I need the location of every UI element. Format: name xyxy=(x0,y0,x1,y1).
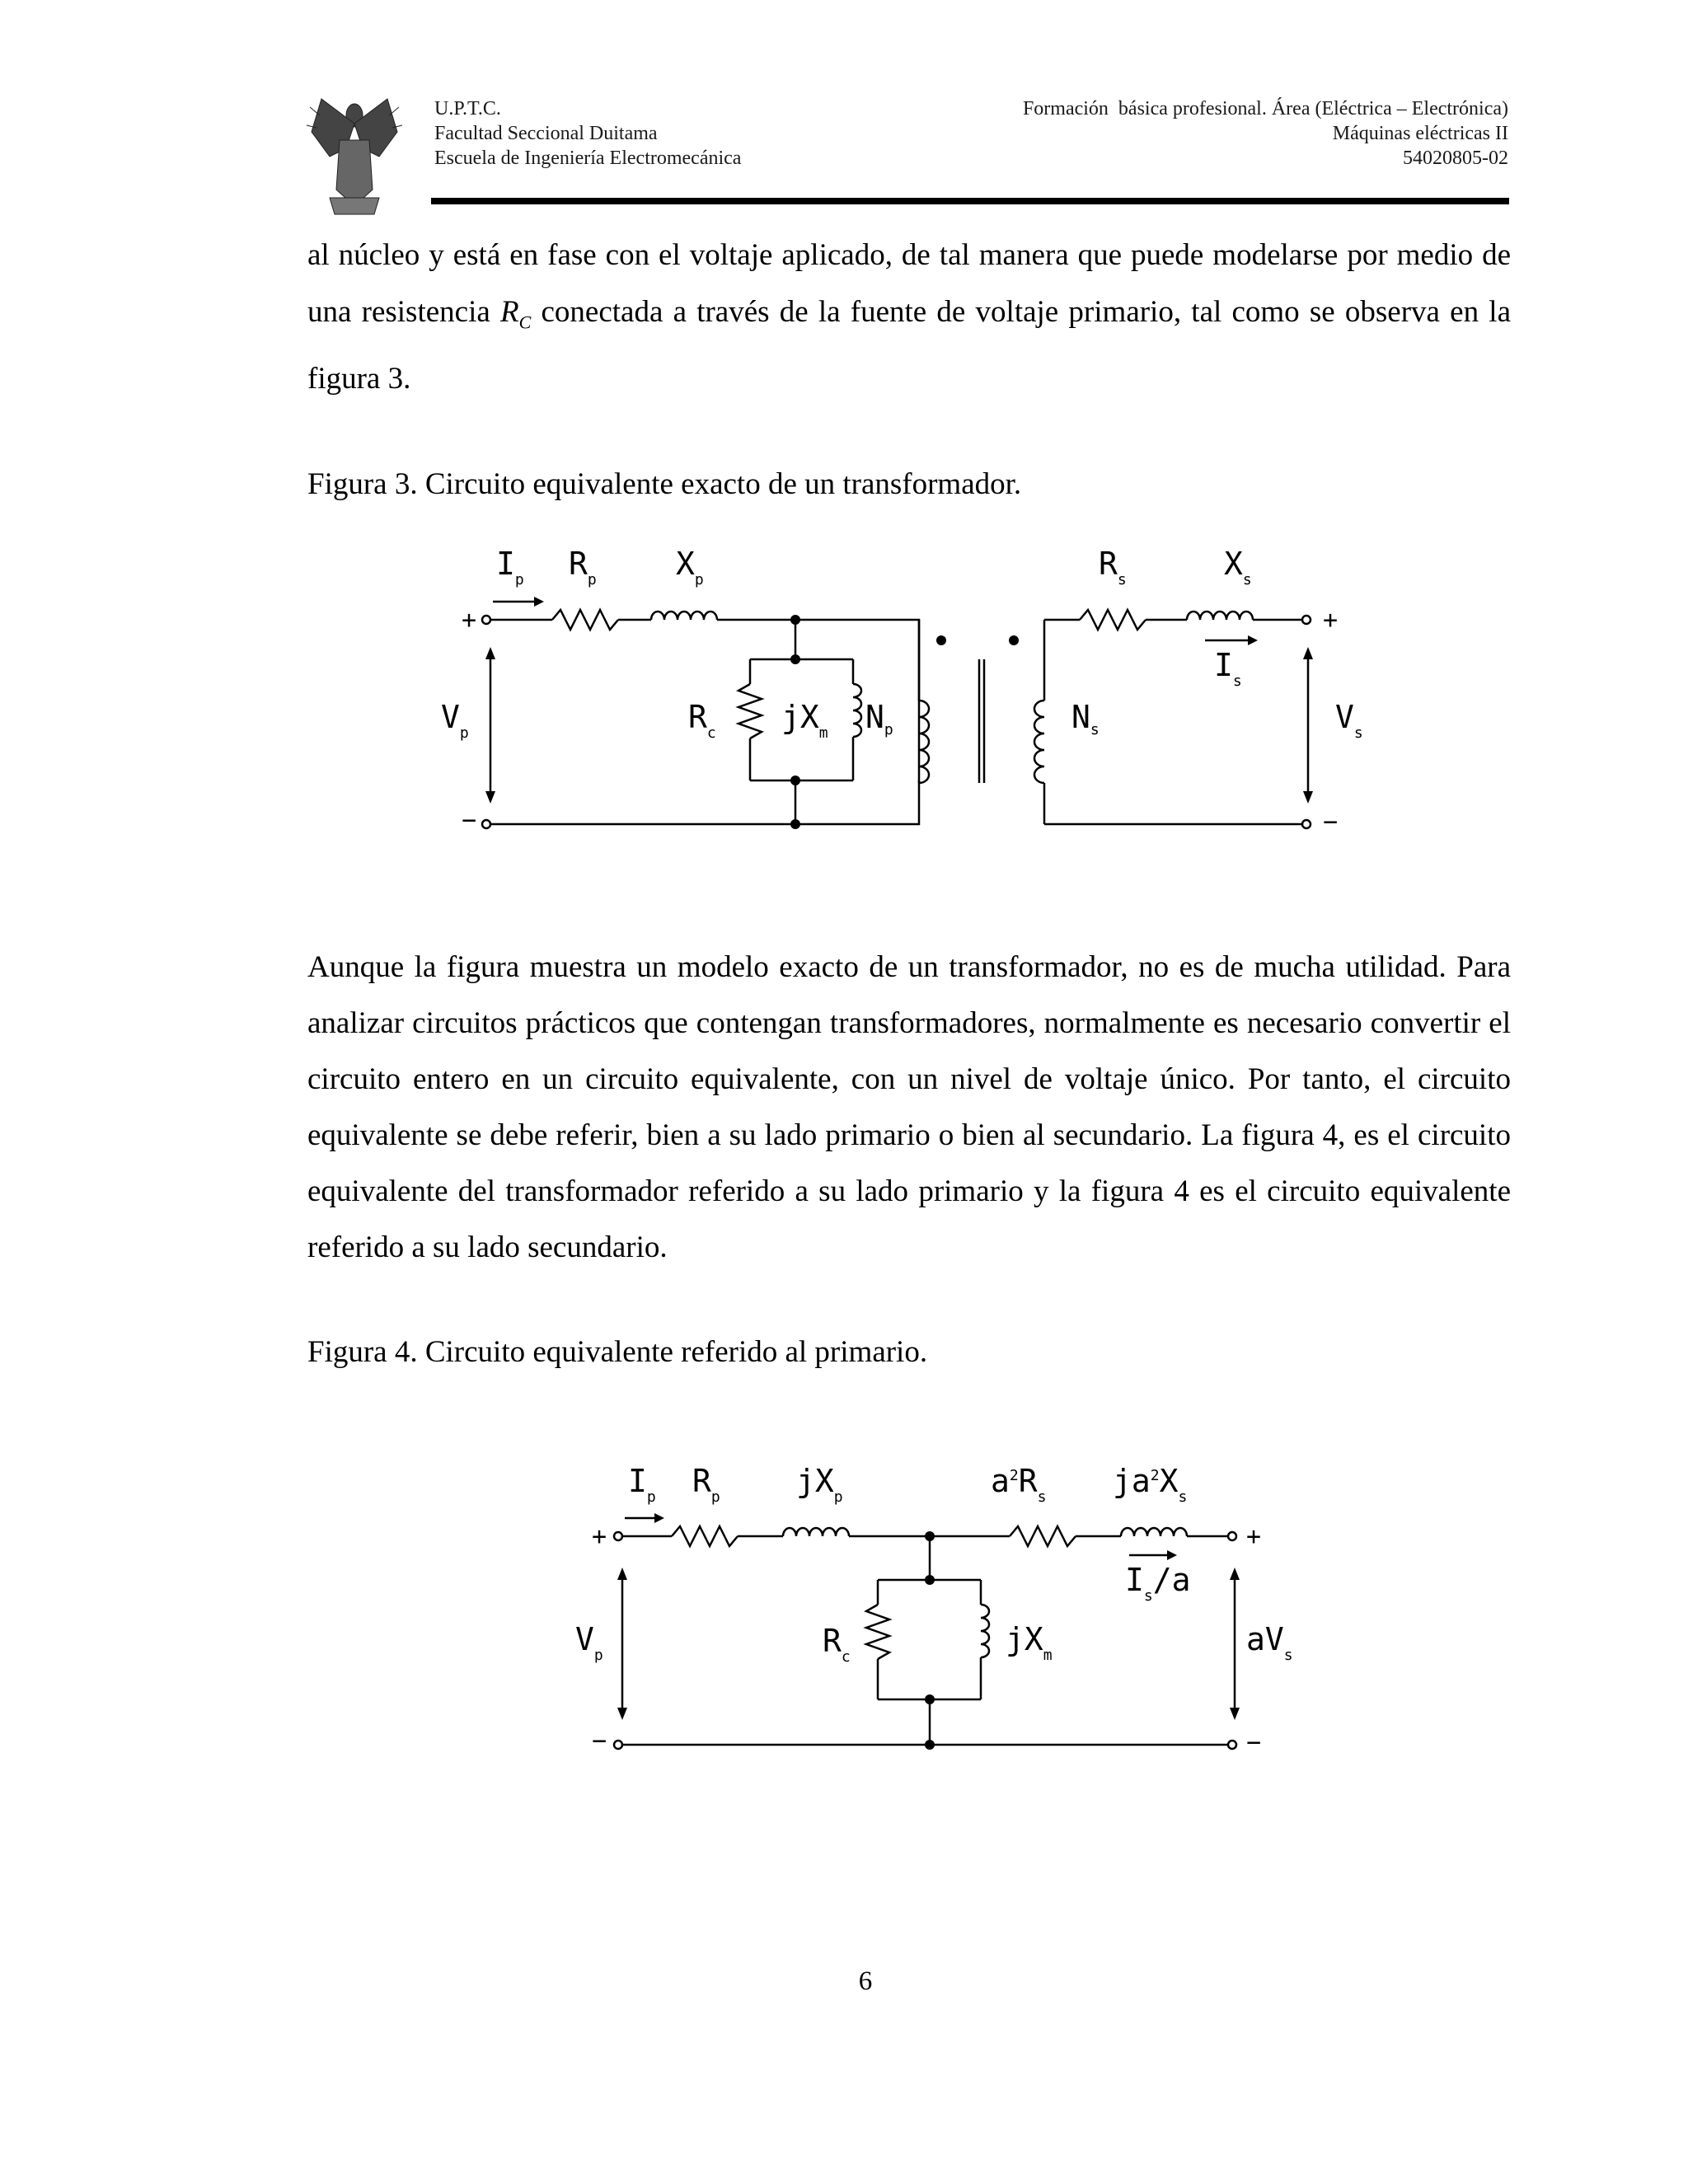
fig3-inductor-xs xyxy=(1187,612,1253,620)
rc-main: R xyxy=(499,295,519,329)
fig4-terminal-bottom-right xyxy=(1228,1741,1236,1749)
fig3-terminal-top-right xyxy=(1302,616,1311,624)
figure3-caption: Figura 3. Circuito equivalente exacto de un transformador. xyxy=(307,467,1022,501)
header-right-line-1: Formación básica profesional. Área (Eléctrica – Electrónica) xyxy=(1022,98,1508,120)
header-left-line-3: Escuela de Ingeniería Electromecánica xyxy=(434,148,742,169)
fig3-label-vp: $V_p$ xyxy=(441,699,469,742)
fig4-label-ip: $I_p$ xyxy=(628,1463,656,1506)
fig3-terminal-bottom-right xyxy=(1302,820,1311,828)
fig4-label-vp: $V_p$ xyxy=(575,1621,603,1664)
fig3-minus-left: − xyxy=(462,806,477,835)
fig4-label-jxp: $jX_p$ xyxy=(796,1463,843,1506)
fig3-label-np: $N_p$ xyxy=(865,699,893,738)
figure4-referred-primary-circuit xyxy=(569,1444,1294,1774)
fig3-label-rp: $R_p$ xyxy=(569,546,597,588)
fig3-label-xs: $X_s$ xyxy=(1224,546,1252,588)
rc-symbol xyxy=(499,295,532,333)
fig4-inductor-jxm xyxy=(981,1605,989,1657)
fig3-minus-right: − xyxy=(1323,808,1339,837)
fig4-resistor-rp xyxy=(672,1526,738,1546)
university-crest-logo xyxy=(305,82,404,223)
page-number: 6 xyxy=(858,1966,873,1996)
header-left-line-2: Facultad Seccional Duitama xyxy=(434,123,658,144)
fig4-terminal-top-right xyxy=(1228,1532,1236,1540)
fig3-terminal-bottom-left xyxy=(482,820,490,828)
fig4-inductor-jxp xyxy=(783,1528,849,1536)
header-left-line-1: U.P.T.C. xyxy=(434,98,501,120)
fig3-plus-right: + xyxy=(1323,606,1339,635)
fig3-resistor-rs xyxy=(1080,610,1146,630)
fig3-secondary-coil xyxy=(1034,701,1044,783)
fig4-label-avs: $aV_s$ xyxy=(1246,1621,1293,1664)
header-course-info xyxy=(907,96,1508,171)
fig3-primary-coil xyxy=(919,701,929,783)
fig3-resistor-rp xyxy=(552,610,618,630)
fig4-plus-right: + xyxy=(1246,1522,1262,1551)
fig4-label-jxm: $jX_m$ xyxy=(1006,1621,1053,1664)
fig3-label-vs: $V_s$ xyxy=(1335,699,1363,742)
fig3-label-rs: $R_s$ xyxy=(1099,546,1127,588)
fig3-label-ip: $I_p$ xyxy=(496,546,524,588)
fig3-dot-primary xyxy=(936,635,946,645)
fig3-label-is: $I_s$ xyxy=(1214,647,1242,690)
fig3-core-lines xyxy=(979,659,984,783)
fig3-label-jxm: $jX_m$ xyxy=(781,699,828,742)
rc-sub: C xyxy=(518,312,532,333)
fig3-bottom-wire-left xyxy=(486,780,919,824)
para1-text-start: al núcleo y está en fase con el voltaje aplicado, de tal manera que puede modelarse por medio de una resistencia xyxy=(307,238,1511,329)
figure4-caption: Figura 4. Circuito equivalente referido al primario. xyxy=(307,1335,928,1369)
fig4-label-ja2xs: $ja^2X_s$ xyxy=(1113,1463,1188,1506)
fig4-label-rp: $R_p$ xyxy=(692,1463,720,1506)
fig3-inductor-jxm xyxy=(853,684,861,737)
fig4-resistor-rc xyxy=(866,1605,889,1659)
fig4-terminal-top-left xyxy=(614,1532,622,1540)
fig4-label-is-a: $I_s/a$ xyxy=(1125,1562,1191,1605)
fig3-label-ns: $N_s$ xyxy=(1071,699,1100,738)
fig3-terminal-top-left xyxy=(482,616,490,624)
paragraph-core-losses xyxy=(307,227,1511,407)
fig4-terminal-bottom-left xyxy=(614,1741,622,1749)
fig4-minus-right: − xyxy=(1246,1728,1262,1757)
fig3-label-rc: $R_c$ xyxy=(688,699,716,742)
header-divider xyxy=(431,198,1509,204)
header-right-line-3: 54020805-02 xyxy=(1403,148,1508,169)
fig4-label-a2rs: $a^2R_s$ xyxy=(991,1463,1047,1506)
fig4-label-rc: $R_c$ xyxy=(823,1623,851,1666)
paragraph-referred-circuit: Aunque la figura muestra un modelo exacto de un transformador, no es de mucha utilidad. Para analizar circuitos prácticos que contengan transformadores, normalmente es necesario convertir el circuito entero en un circuito equivalente, con un nivel de voltaje único. Por tanto, el circuito equivalente se debe referir, bien a su lado primario o bien al secundario. La figura 4, es el circuito equivalente del transformador referido a su lado primario y la figura 4 es el circuito equivalente referido a su lado secundario. xyxy=(307,950,1511,1264)
fig3-plus-left: + xyxy=(462,606,477,635)
fig4-resistor-a2rs xyxy=(1010,1526,1076,1546)
fig3-resistor-rc xyxy=(738,684,762,738)
para1-text-end: conectada a través de la fuente de voltaje primario, tal como se observa en la figura 3. xyxy=(307,295,1511,396)
fig3-dot-secondary xyxy=(1009,635,1019,645)
fig4-plus-left: + xyxy=(592,1522,607,1551)
fig3-label-xp: $X_p$ xyxy=(676,546,704,588)
fig4-inductor-ja2xs xyxy=(1121,1528,1187,1536)
fig4-minus-left: − xyxy=(592,1727,607,1755)
fig3-inductor-xp xyxy=(651,612,717,620)
figure3-exact-equivalent-circuit xyxy=(437,523,1376,849)
header-right-line-2: Máquinas eléctricas II xyxy=(1332,123,1508,144)
